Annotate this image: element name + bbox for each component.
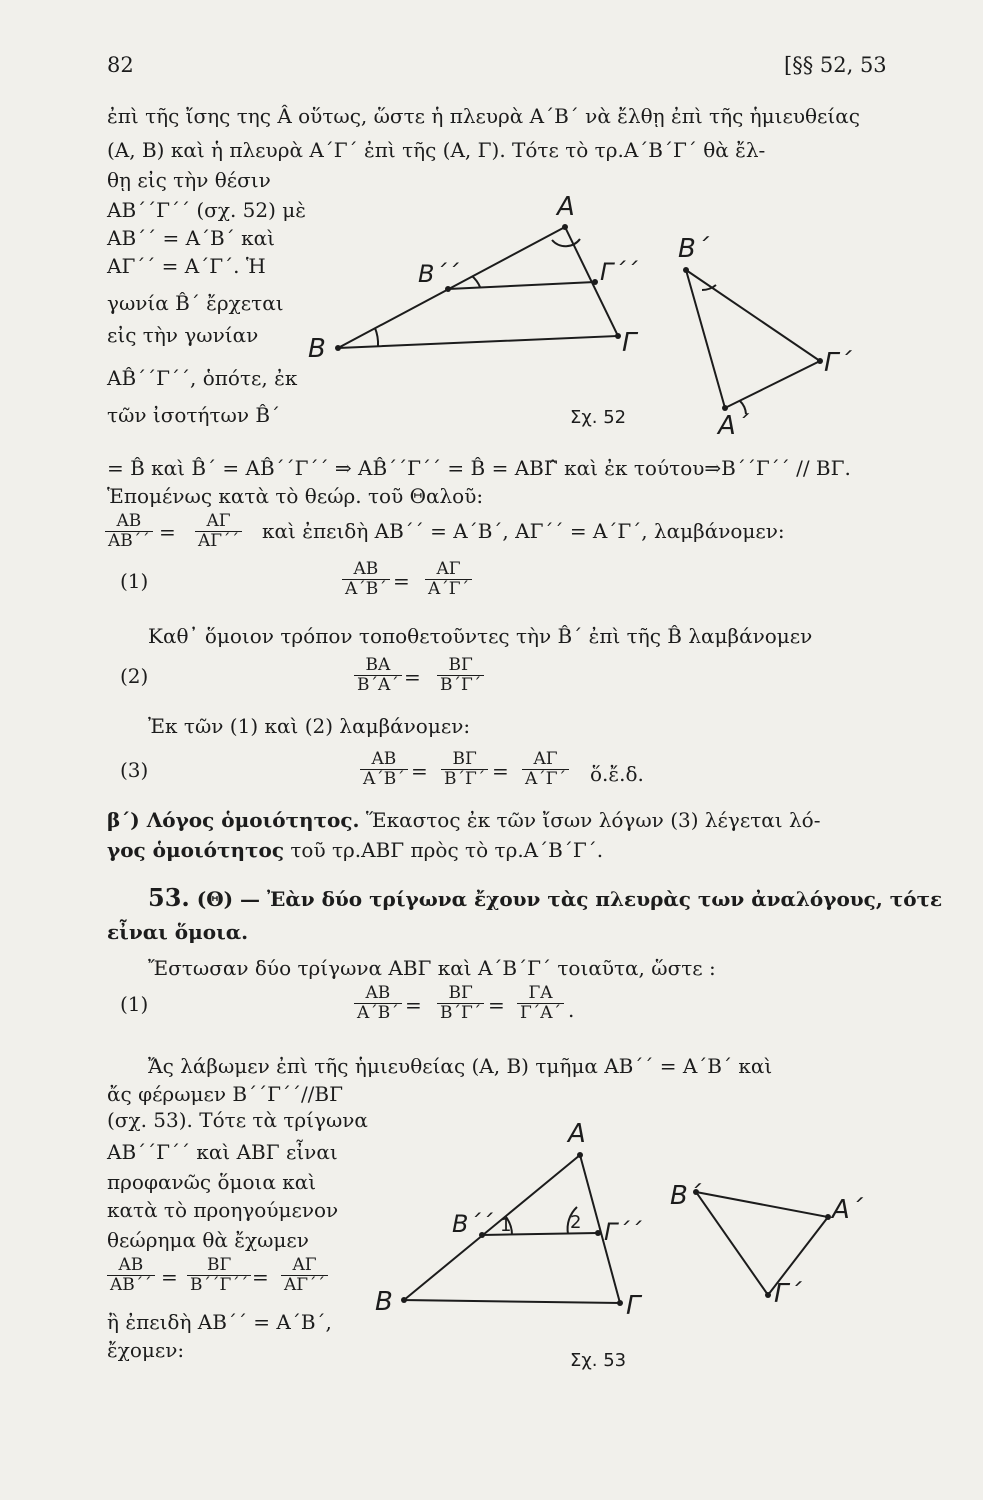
text-line: εἰς τὴν γωνίαν (107, 323, 259, 347)
label-b: B (308, 334, 326, 364)
fraction: $\frac{AB}{A΄B΄}$ (360, 750, 408, 789)
angle-arc (375, 328, 378, 346)
text-span: τοῦ τρ.ABΓ πρὸς τὸ τρ.A΄B΄Γ΄. (284, 838, 604, 862)
label-bp: B΄ (670, 1181, 701, 1211)
text-line: κατὰ τὸ προηγούμενον (107, 1198, 339, 1222)
label-b2: B΄΄ (418, 260, 459, 288)
fraction: $\frac{AB}{A΄B΄}$ (342, 560, 390, 599)
label-b2: B΄΄ (452, 1210, 493, 1238)
text-line: Ἐκ τῶν (1) καὶ (2) λαμβάνομεν: (148, 714, 471, 738)
equation-label: (3) (120, 758, 149, 782)
text-line: τῶν ἰσοτήτων B̂΄ (107, 403, 281, 427)
equation-label: (1) (120, 569, 149, 593)
fraction: $\frac{AB}{A΄B΄}$ (354, 984, 402, 1023)
equals-sign: = (161, 1265, 178, 1289)
equals-sign: = (404, 665, 421, 689)
text-line: AB΄΄ = A΄B΄ καὶ (107, 226, 275, 250)
fraction: $\frac{B\Gamma}{B΄\Gamma΄}$ (437, 656, 484, 695)
text-line: Καθ᾽ ὅμοιον τρόπον τοποθετοῦντες τὴν B̂΄ ἐπὶ τῆς B̂ λαμβάνομεν (148, 624, 813, 648)
period: . (568, 998, 575, 1022)
fraction: $\frac{BA}{B΄A΄}$ (354, 656, 402, 695)
section-reference: [§§ 52, 53 (784, 53, 887, 77)
page-number: 82 (107, 53, 134, 77)
fraction: $\frac{\Gamma A}{\Gamma΄A΄}$ (517, 984, 564, 1023)
theorem-text: εἶναι ὅμοια. (107, 920, 249, 944)
label-ap: A΄ (832, 1195, 863, 1225)
text-line: (A, B) καὶ ἡ πλευρὰ A΄Γ΄ ἐπὶ τῆς (A, Γ). Τότε τὸ τρ.A΄B΄Γ΄ θὰ ἔλ- (107, 138, 766, 162)
text-line: θεώρημα θὰ ἔχωμεν (107, 1228, 309, 1252)
text-line: θῃ εἰς τὴν θέσιν (107, 168, 271, 192)
label-g2: Γ΄΄ (604, 1218, 642, 1246)
parallel-segment-b2g2 (448, 282, 595, 289)
text-line (107, 808, 820, 832)
angle-label-2: 2 (570, 1212, 582, 1233)
triangle-apbpgp (686, 270, 820, 408)
label-a: A (557, 192, 575, 222)
fraction: $\frac{A\Gamma}{A\Gamma΄΄}$ (195, 512, 242, 551)
label-gp: Γ΄ (774, 1279, 802, 1309)
equation-label: (2) (120, 664, 149, 688)
fraction: $\frac{A\Gamma}{A΄\Gamma΄}$ (425, 560, 472, 599)
label-g: Γ (622, 328, 637, 358)
text-line: AΓ΄΄ = A΄Γ΄. Ἡ (107, 254, 266, 278)
section-number: 53. (148, 883, 190, 912)
fraction: $\frac{B\Gamma}{B΄\Gamma΄}$ (441, 750, 488, 789)
bold-term: γος ὁμοιότητος (107, 838, 284, 862)
qed-mark: ὅ.ἔ.δ. (590, 762, 644, 786)
text-line: Ἑπομένως κατὰ τὸ θεώρ. τοῦ Θαλοῦ: (107, 484, 484, 508)
label-a: A (568, 1119, 586, 1149)
fraction: $\frac{A\Gamma}{A\Gamma΄΄}$ (281, 1256, 328, 1295)
equation-label: (1) (120, 992, 149, 1016)
text-line: ἔχομεν: (107, 1338, 185, 1362)
text-line: (σχ. 53). Τότε τὰ τρίγωνα (107, 1108, 368, 1132)
figure-caption: Σχ. 52 (570, 407, 627, 428)
text-line (107, 838, 603, 862)
equals-sign: = (159, 520, 176, 544)
text-line: AB΄΄Γ΄΄ καὶ ABΓ εἶναι (107, 1140, 338, 1164)
fraction: $\frac{AB}{AB΄΄}$ (105, 512, 153, 551)
text-line: καὶ ἐπειδὴ AB΄΄ = A΄B΄, AΓ΄΄ = A΄Γ΄, λαμβάνομεν: (262, 519, 785, 543)
equals-sign: = (393, 569, 410, 593)
text-line: = B̂ καὶ B̂΄ = AB̂΄΄Γ΄΄ ⇒ AB̂΄΄Γ΄΄ = B̂ = ABΓ̂ καὶ ἐκ τούτου⇒B΄΄Γ΄΄ // BΓ. (107, 456, 851, 480)
figure-caption: Σχ. 53 (570, 1350, 627, 1371)
angle-arc (472, 276, 480, 287)
fraction: $\frac{B\Gamma}{B΄\Gamma΄}$ (437, 984, 484, 1023)
text-line: προφανῶς ὅμοια καὶ (107, 1170, 317, 1194)
label-gp: Γ΄ (824, 348, 852, 378)
text-line: ἢ ἐπειδὴ AB΄΄ = A΄B΄, (107, 1310, 332, 1334)
theorem-text: (Θ) — Ἐὰν δύο τρίγωνα ἔχουν τὰς πλευρὰς των ἀναλόγους, τότε (189, 887, 943, 911)
fraction: $\frac{B\Gamma}{B΄΄\Gamma΄΄}$ (187, 1256, 251, 1295)
text-line: AB̂΄΄Γ΄΄, ὁπότε, ἐκ (107, 366, 298, 390)
label-ap: A΄ (718, 411, 749, 441)
angle-label-1: 1 (500, 1215, 512, 1236)
equals-sign: = (492, 759, 509, 783)
section-heading (148, 883, 943, 912)
label-g2: Γ΄΄ (600, 258, 638, 286)
label-g: Γ (626, 1291, 641, 1321)
text-line: γωνία B̂΄ ἔρχεται (107, 291, 284, 315)
text-line: AB΄΄Γ΄΄ (σχ. 52) μὲ (107, 198, 307, 222)
triangle-apbpgp (696, 1192, 828, 1295)
equals-sign: = (488, 993, 505, 1017)
equals-sign: = (405, 993, 422, 1017)
equals-sign: = (411, 759, 428, 783)
equals-sign: = (252, 1265, 269, 1289)
fraction: $\frac{A\Gamma}{A΄\Gamma΄}$ (522, 750, 569, 789)
text-line: Ἄς λάβωμεν ἐπὶ τῆς ἡμιευθείας (A, B) τμῆμα AB΄΄ = A΄B΄ καὶ (148, 1054, 773, 1078)
text-line: Ἔστωσαν δύο τρίγωνα ABΓ καὶ A΄B΄Γ΄ τοιαῦτα, ὥστε : (148, 956, 716, 980)
angle-arc (552, 239, 580, 246)
text-span: Ἕκαστος ἐκ τῶν ἴσων λόγων (3) λέγεται λό- (359, 808, 821, 832)
figure-53 (370, 1110, 870, 1380)
bold-term: β΄) Λόγος ὁμοιότητος. (107, 808, 360, 832)
label-bp: B΄ (678, 234, 709, 264)
label-b: B (375, 1287, 393, 1317)
text-line: ἐπὶ τῆς ἴσης της Â οὕτως, ὥστε ἡ πλευρὰ A΄B΄ νὰ ἔλθῃ ἐπὶ τῆς ἡμιευθείας (107, 104, 860, 128)
figure-52 (300, 185, 860, 445)
text-line: ἄς φέρωμεν B΄΄Γ΄΄//BΓ (107, 1082, 343, 1106)
fraction: $\frac{AB}{AB΄΄}$ (107, 1256, 155, 1295)
